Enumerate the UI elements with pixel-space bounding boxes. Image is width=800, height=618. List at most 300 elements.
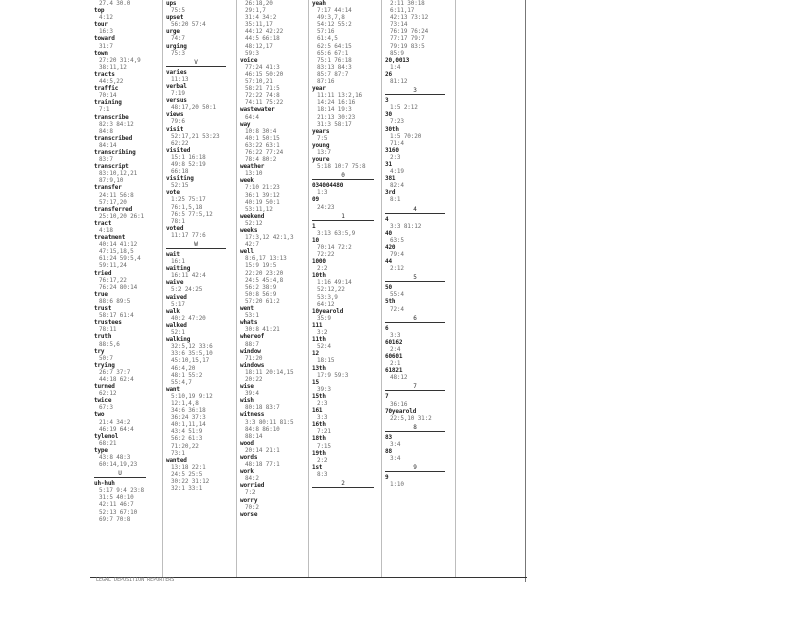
index-page-reference: 31:3 58:17 (317, 120, 352, 128)
index-page-reference: 52:13 67:10 (99, 508, 138, 516)
index-page-reference: 76:22 77:24 (245, 148, 284, 156)
index-page-reference: 87:9,10 (99, 177, 124, 185)
index-column-5 (385, 0, 451, 572)
index-page-reference: 16:1 (171, 258, 185, 266)
index-headword: views (166, 111, 184, 119)
index-page-reference: 7:1 (99, 106, 110, 114)
index-page-reference: 20:22 (245, 375, 263, 383)
index-headword: two (94, 411, 105, 419)
index-page-reference: 46:19 64:4 (99, 425, 134, 433)
index-headword: tract (94, 219, 112, 227)
index-headword: traffic (94, 85, 119, 93)
index-headword: 1 (312, 222, 316, 230)
index-page-reference: 30:8 41:21 (245, 326, 280, 334)
index-section-letter: 1 (312, 213, 374, 221)
index-page-reference: 39:3 (317, 385, 331, 393)
index-page-reference: 1:16 49:14 (317, 279, 352, 287)
index-page-reference: 82:4 (390, 182, 404, 190)
index-page-reference: 56:2 38:9 (245, 283, 277, 291)
index-headword: week (240, 177, 254, 185)
index-headword: 16th (312, 421, 326, 429)
index-headword: wish (240, 397, 254, 405)
index-page-reference: 85:7 87:7 (317, 70, 349, 78)
index-page-reference: 74:11 75:22 (245, 99, 284, 107)
index-page-reference: 83:10,12,21 (99, 170, 138, 178)
index-headword: true (94, 290, 108, 298)
index-page-reference: 18:11 20:14,15 (245, 368, 294, 376)
index-page-reference: 24:23 (317, 203, 335, 211)
index-page-reference: 5:17 9:4 23:8 (99, 487, 145, 495)
index-page-reference: 64:12 (317, 300, 335, 308)
index-page-reference: 78:11 (99, 326, 117, 334)
index-page-reference: 29:1,7 (245, 7, 266, 15)
index-page-reference: 40:1,11,14 (171, 421, 206, 429)
index-page-reference: 3:3 (317, 414, 328, 422)
index-page-reference: 72:4 (390, 305, 404, 313)
index-section-letter: 8 (385, 424, 445, 432)
index-page-reference: 13:7 (317, 148, 331, 156)
index-headword: wastewater (240, 106, 275, 114)
index-page-reference: 8:1 (390, 196, 401, 204)
index-headword: 3160 (385, 146, 399, 154)
index-page-reference: 48:12,17 (245, 42, 273, 50)
index-headword: 15 (312, 378, 319, 386)
index-page-reference: 76:17,22 (99, 276, 127, 284)
index-headword: urging (166, 42, 187, 50)
index-page-reference: 40:14 41:12 (99, 241, 138, 249)
index-page-reference: 81:12 (390, 78, 408, 86)
index-page-reference: 67:3 (99, 404, 113, 412)
index-page-reference: 2:2 (317, 265, 328, 273)
index-page-reference: 84:2 (245, 475, 259, 483)
index-page-reference: 22:20 23:20 (245, 269, 284, 277)
index-headword: transcript (94, 163, 129, 171)
index-page-reference: 42:11 46:7 (99, 501, 134, 509)
index-page-reference: 71:4 (390, 139, 404, 147)
index-page-reference: 24:11 56:8 (99, 191, 134, 199)
index-headword: wanted (166, 456, 187, 464)
index-page-reference: 27.4 30.0 (99, 0, 131, 7)
index-page-reference: 40:1 50:15 (245, 134, 280, 142)
index-page-reference: 31:7 (99, 42, 113, 50)
index-headword: 7 (385, 393, 389, 401)
index-page-reference: 18:15 (317, 357, 335, 365)
index-headword: want (166, 385, 180, 393)
index-page-reference: 2:2 (317, 456, 328, 464)
index-page-reference: 62:22 (171, 139, 189, 147)
index-headword: transcribe (94, 113, 129, 121)
index-page-reference: 84:8 (99, 127, 113, 135)
index-page-reference: 68:21 (99, 439, 117, 447)
index-page-reference: 2:3 (390, 153, 401, 161)
index-page-reference: 8:6,17 13:13 (245, 255, 287, 263)
index-headword: visit (166, 125, 184, 133)
index-headword: 26 (385, 70, 392, 78)
index-headword: tried (94, 269, 112, 277)
index-page-reference: 1:10 (390, 481, 404, 489)
index-page-reference: 1:3 (317, 189, 328, 197)
index-page-reference: 16:3 (99, 28, 113, 36)
index-headword: 1st (312, 463, 323, 471)
index-page-reference: 40:19 50:1 (245, 198, 280, 206)
index-page-reference: 43:4 51:9 (171, 428, 203, 436)
index-page-reference: 2:12 (390, 265, 404, 273)
index-page-reference: 24:5 25:5 (171, 470, 203, 478)
index-headword: 61821 (385, 367, 403, 375)
index-headword: tour (94, 21, 108, 29)
index-page-reference: 61:24 59:5,4 (99, 255, 141, 263)
index-page-reference: 25:10,20 26:1 (99, 212, 145, 220)
index-page-reference: 46:15 50:20 (245, 70, 284, 78)
index-page-reference: 85:9 (390, 49, 404, 57)
index-page-reference: 55:4 (390, 291, 404, 299)
index-page-reference: 57:17,20 (99, 198, 127, 206)
index-headword: upset (166, 14, 184, 22)
index-headword: transcribing (94, 148, 136, 156)
index-column-2 (166, 0, 232, 572)
index-headword: 30th (385, 125, 399, 133)
index-page-reference: 57:10,21 (245, 78, 273, 86)
index-page-reference: 22:5,10 31:2 (390, 414, 432, 422)
index-headword: 11th (312, 336, 326, 344)
index-page-reference: 42:7 (245, 241, 259, 249)
index-page-reference: 73:14 (390, 21, 408, 29)
index-page-reference: 75:1 76:18 (317, 56, 352, 64)
index-page-reference: 77:24 41:3 (245, 63, 280, 71)
index-headword: work (240, 468, 254, 476)
index-page-reference: 17:3,12 42:1,3 (245, 234, 294, 242)
index-page-reference: 76:5 77:5,12 (171, 210, 213, 218)
index-page-reference: 79:6 (171, 118, 185, 126)
page-right-edge (525, 0, 526, 582)
index-section-letter: 9 (385, 464, 445, 472)
index-headword: walk (166, 307, 180, 315)
index-section-letter: V (166, 59, 226, 67)
index-page-reference: 36:16 (390, 400, 408, 408)
index-page-reference: 5:18 10:7 75:8 (317, 163, 366, 171)
index-page-reference: 53:1 (245, 312, 259, 320)
index-page-reference: 3:3 (390, 331, 401, 339)
index-headword: 4 (385, 215, 389, 223)
index-page-reference: 40:2 47:20 (171, 314, 206, 322)
page-footer: LEGAL DEPOSITION REPORTERS (96, 577, 175, 583)
index-headword: trying (94, 361, 115, 369)
index-page-reference: 57:20 61:2 (245, 297, 280, 305)
index-page-reference: 3:2 (317, 329, 328, 337)
index-headword: yeah (312, 0, 326, 7)
index-headword: trust (94, 305, 112, 313)
index-page-reference: 62:5 64:15 (317, 42, 352, 50)
index-headword: 88 (385, 447, 392, 455)
index-headword: town (94, 49, 108, 57)
index-page-reference: 3:13 63:5,9 (317, 229, 356, 237)
index-headword: versus (166, 97, 187, 105)
index-headword: 161 (312, 407, 323, 415)
index-page-reference: 70:2 (245, 503, 259, 511)
index-section-letter: 4 (385, 206, 445, 214)
index-headword: turned (94, 383, 115, 391)
index-page-reference: 71:20,22 (171, 442, 199, 450)
index-page-reference: 70:14 (99, 92, 117, 100)
index-page-reference: 8:3 (317, 470, 328, 478)
index-page-reference: 12:1,4,8 (171, 399, 199, 407)
index-headword: 50 (385, 284, 392, 292)
index-headword: wise (240, 383, 254, 391)
index-headword: 19th (312, 449, 326, 457)
index-headword: 6 (385, 324, 389, 332)
index-page-reference: 79:4 (390, 251, 404, 258)
index-page-reference: 82:3 84:12 (99, 120, 134, 128)
index-page-reference: 15:1 16:18 (171, 153, 206, 161)
index-headword: 09 (312, 196, 319, 204)
index-headword: transfer (94, 184, 122, 192)
index-page-reference: 34:6 36:18 (171, 407, 206, 415)
index-headword: 3 (385, 97, 389, 105)
index-page-reference: 55:4,7 (171, 378, 192, 386)
index-page-reference: 59:11,24 (99, 262, 127, 270)
index-page-reference: 62:12 (99, 390, 117, 398)
index-headword: wait (166, 251, 180, 258)
index-headword: vote (166, 189, 180, 197)
index-page-reference: 56:2 61:3 (171, 435, 203, 443)
index-headword: 18th (312, 435, 326, 443)
index-page-reference: 66:18 (171, 168, 189, 176)
index-headword: truth (94, 333, 112, 341)
index-headword: youre (312, 156, 330, 164)
index-headword: 10yearold (312, 307, 344, 315)
index-headword: 9 (385, 474, 389, 482)
index-page-reference: 70:14 72:2 (317, 243, 352, 251)
index-page-reference: 65:6 67:1 (317, 49, 349, 57)
index-page-reference: 7:17 44:14 (317, 7, 352, 15)
index-page-reference: 49:8 52:19 (171, 160, 206, 168)
index-headword: well (240, 248, 254, 256)
index-headword: twice (94, 397, 112, 405)
index-page-reference: 7:10 21:23 (245, 184, 280, 192)
index-section-letter: W (166, 241, 226, 249)
index-page-reference: 20:14 21:1 (245, 446, 280, 454)
index-page-reference: 44:5 66:18 (245, 35, 280, 43)
index-page-reference: 4:12 (99, 14, 113, 22)
index-page-reference: 1:5 70:20 (390, 132, 422, 140)
index-page-reference: 13:18 22:1 (171, 463, 206, 471)
index-page-reference: 7:21 (317, 428, 331, 436)
index-headword: years (312, 127, 330, 135)
index-page-reference: 7:19 (171, 90, 185, 98)
index-page-reference: 57:16 (317, 28, 335, 36)
index-headword: words (240, 454, 258, 461)
index-page-reference: 78:4 80:2 (245, 156, 277, 164)
index-headword: top (94, 7, 105, 15)
index-headword: windows (240, 361, 265, 369)
index-headword: voice (240, 56, 258, 64)
index-page-reference: 58:21 71:5 (245, 85, 280, 93)
index-page-reference: 50:8 56:9 (245, 290, 277, 298)
index-page-reference: 61:4,5 (317, 35, 338, 43)
index-headword: 381 (385, 175, 396, 183)
index-page-reference: 88:7 (245, 340, 259, 348)
index-page-reference: 11:13 (171, 75, 189, 83)
index-page-reference: 26:18,20 (245, 0, 273, 7)
index-column-4 (312, 0, 380, 572)
index-headword: 40 (385, 229, 392, 237)
index-page-reference: 32:5,12 33:6 (171, 343, 213, 351)
index-headword: year (312, 85, 326, 93)
index-headword: verbal (166, 82, 187, 90)
index-headword: tylenol (94, 432, 119, 440)
index-page-reference: 58:17 61:4 (99, 312, 134, 320)
index-headword: trustees (94, 319, 122, 327)
index-headword: 12 (312, 350, 319, 358)
index-page-reference: 76:19 76:24 (390, 28, 429, 36)
index-headword: 5th (385, 298, 396, 306)
index-page-reference: 31:4 34:2 (245, 14, 277, 22)
index-headword: 60601 (385, 353, 403, 361)
index-page-reference: 30:22 31:12 (171, 478, 210, 485)
index-page-reference: 1:5 2:12 (390, 104, 418, 112)
index-page-reference: 10:8 30:4 (245, 127, 277, 135)
index-page-reference: 48:17,20 50:1 (171, 104, 217, 112)
index-page-reference: 26:7 37:7 (99, 368, 131, 376)
index-headword: 10th (312, 272, 326, 280)
index-headword: uh-huh (94, 480, 115, 488)
index-page-reference: 52:17,21 53:23 (171, 132, 220, 140)
index-page-reference: 2:1 (390, 360, 401, 368)
index-page-reference: 52:12 (245, 219, 263, 227)
index-section-letter: 3 (385, 87, 445, 95)
index-page-reference: 87:16 (317, 78, 335, 86)
index-page-reference: 3:4 (390, 440, 401, 448)
index-page-reference: 47:15,18,5 (99, 248, 134, 256)
index-page-reference: 27:20 31:4,9 (99, 56, 141, 64)
index-page-reference: 7:23 (390, 118, 404, 126)
index-headword: walked (166, 321, 187, 329)
index-page-reference: 4:19 (390, 168, 404, 176)
index-headword: 034004480 (312, 182, 344, 190)
index-column-1 (94, 0, 152, 572)
index-page-reference: 11:11 13:2,16 (317, 92, 363, 100)
index-headword: weekend (240, 212, 265, 220)
index-page-reference: 72:22 74:8 (245, 92, 280, 100)
index-page-reference: 2:11 30:18 (390, 0, 425, 7)
index-page-reference: 7:15 (317, 442, 331, 450)
index-page-reference: 77:17 79:7 (390, 35, 425, 43)
index-page-reference: 24:5 45:4,8 (245, 276, 284, 284)
index-page-reference: 76:1,5,18 (171, 203, 203, 211)
index-headword: window (240, 347, 261, 355)
index-section-letter: 7 (385, 383, 445, 391)
index-headword: visiting (166, 175, 194, 183)
column-divider (381, 0, 382, 578)
index-page-reference: 54:12 55:2 (317, 21, 352, 29)
index-page-reference: 1:4 (390, 63, 401, 71)
index-page-reference: 3:3 81:12 (390, 222, 422, 230)
index-page-reference: 46:4,20 (171, 364, 196, 372)
index-headword: toward (94, 35, 115, 43)
index-page-reference: 3:4 (390, 455, 401, 463)
index-headword: 30 (385, 111, 392, 119)
index-headword: waive (166, 279, 184, 287)
index-headword: 3rd (385, 189, 396, 197)
index-page-reference: 50:7 (99, 354, 113, 362)
index-section-letter: 5 (385, 274, 445, 282)
index-page-reference: 69:7 70:8 (99, 515, 131, 523)
index-page-reference: 63:22 63:1 (245, 141, 280, 149)
index-headword: urge (166, 28, 180, 36)
index-page-reference: 5:17 (171, 300, 185, 308)
index-page-reference: 38:11,12 (99, 63, 127, 71)
index-page-reference: 3:3 80:11 81:5 (245, 418, 294, 426)
index-page-reference: 5:2 24:25 (171, 286, 203, 294)
index-page-reference: 21:4 34:2 (99, 418, 131, 426)
index-headword: type (94, 446, 108, 454)
index-page-reference: 43:8 48:3 (99, 454, 131, 461)
index-page-reference: 80:18 83:7 (245, 404, 280, 412)
index-headword: witness (240, 411, 265, 419)
index-page-reference: 2:3 (317, 399, 328, 407)
index-column-3 (240, 0, 306, 572)
index-headword: worse (240, 510, 258, 518)
index-page-reference: 76:24 80:14 (99, 283, 138, 291)
index-page-reference: 75:3 (171, 49, 185, 57)
column-divider (236, 0, 237, 578)
index-page-reference: 31:5 40:10 (99, 494, 134, 502)
index-headword: worried (240, 482, 265, 490)
index-page-reference: 79:19 83:5 (390, 42, 425, 50)
index-headword: transferred (94, 205, 133, 213)
index-page-reference: 75:5 (171, 7, 185, 15)
index-headword: worry (240, 496, 258, 504)
index-page-reference: 15:9 19:5 (245, 262, 277, 270)
index-page-reference: 44:18 62:4 (99, 375, 134, 383)
index-headword: waived (166, 293, 187, 301)
index-headword: transcribed (94, 134, 133, 142)
index-page-reference: 78:1 (171, 217, 185, 225)
index-section-letter: 0 (312, 172, 374, 180)
index-page-reference: 21:13 30:23 (317, 113, 356, 121)
index-headword: whats (240, 319, 258, 327)
index-page-reference: 33:6 35:5,10 (171, 350, 213, 358)
index-page-reference: 52:15 (171, 182, 189, 190)
index-page-reference: 53:11,12 (245, 205, 273, 213)
index-headword: 31 (385, 160, 392, 168)
index-page-reference: 5:10,19 9:12 (171, 392, 213, 400)
index-headword: 420 (385, 243, 396, 251)
index-page-reference: 36:24 37:3 (171, 414, 206, 422)
index-page-reference: 14:24 16:16 (317, 99, 356, 107)
index-section-letter: 2 (312, 480, 374, 488)
index-page-reference: 11:17 77:6 (171, 231, 206, 239)
index-page-reference: 45:10,15,17 (171, 357, 210, 365)
index-headword: 1000 (312, 258, 326, 266)
index-headword: 70yearold (385, 407, 417, 415)
index-page-reference: 48:1 55:2 (171, 371, 203, 379)
index-page-reference: 56:20 57:4 (171, 21, 206, 29)
index-page-reference: 59:3 (245, 49, 259, 57)
index-page-reference: 35:11,17 (245, 21, 273, 29)
index-page-reference: 49:3,7,8 (317, 14, 345, 22)
index-headword: 60162 (385, 338, 403, 346)
index-headword: waiting (166, 265, 191, 273)
index-page-reference: 7:5 (317, 134, 328, 142)
index-headword: walking (166, 336, 191, 344)
index-page-reference: 36:1 39:12 (245, 191, 280, 199)
index-headword: young (312, 141, 330, 149)
index-section-letter: 6 (385, 315, 445, 323)
index-page-reference: 18:14 19:3 (317, 106, 352, 114)
index-page-reference: 71:20 (245, 354, 263, 362)
index-page-reference: 84:8 86:10 (245, 425, 280, 433)
